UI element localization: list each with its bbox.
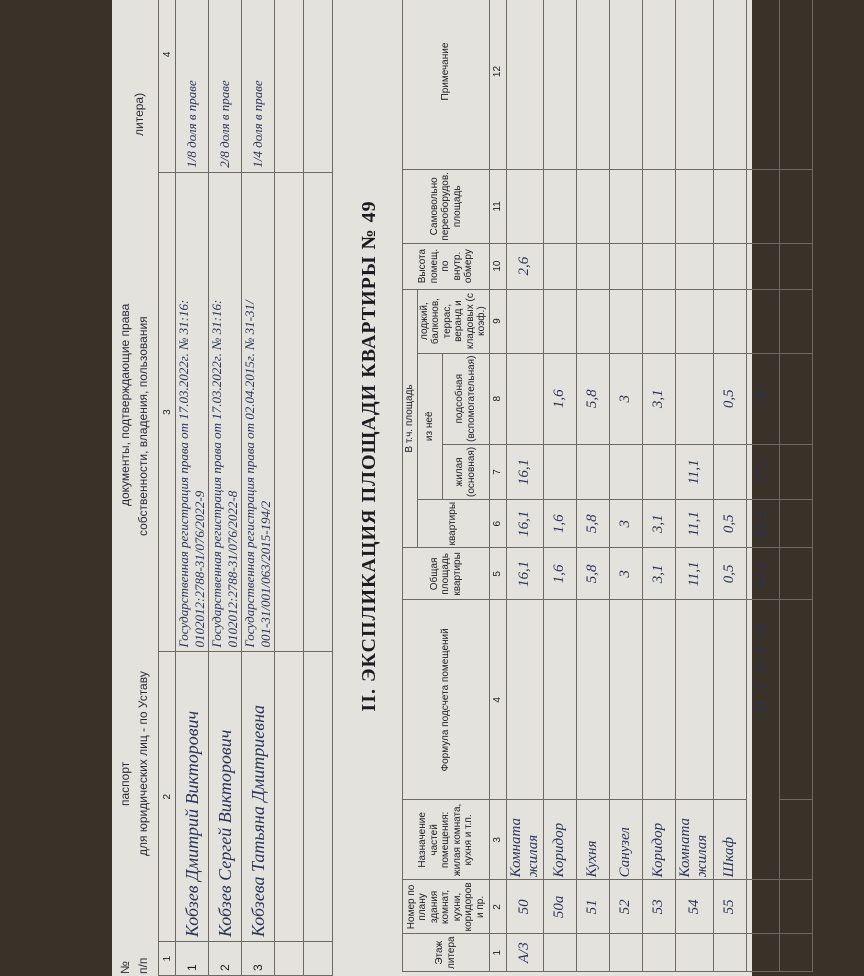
col-number: 1 (489, 934, 506, 972)
col-number: 7 (489, 444, 506, 499)
cell-note (713, 0, 746, 170)
col-number: 12 (489, 0, 506, 170)
cell-living (643, 444, 676, 499)
header-legal-label: для юридических лиц - по Уставу (136, 671, 150, 856)
cell-total: 3 (610, 548, 643, 600)
cell-self-built (577, 170, 610, 244)
cell-plan-no: 53 (643, 880, 676, 934)
cell-total: 11,1 (676, 548, 714, 600)
owner-empty-row (275, 0, 304, 976)
header-docs-label: документы, подтверждающие права (118, 303, 132, 506)
header-plan-no: Номер по плану здания комнат, кухни, коридоров и пр. (403, 880, 490, 934)
owner-doc-line2: 0102012:2788-31/076/2022-8 (225, 490, 240, 648)
owner-doc-line1: Государственная регистрация права от 17.03.2022г. № 31:16: (209, 299, 224, 648)
cell-note (610, 0, 643, 170)
col-number: 3 (159, 172, 176, 652)
header-formula: Формула подсчета помещений (403, 600, 490, 800)
header-loggia: лоджий, балконов, террас, веранд и кладовых (с коэф.) (417, 289, 489, 353)
owner-share: 1/8 доля в праве (176, 0, 209, 172)
col-number: 10 (489, 243, 506, 289)
cell-auxiliary: 3 (610, 353, 643, 444)
owner-doc-line1: Государственная регистрация права от 17.03.2022г. № 31:16: (176, 299, 191, 648)
table-row (713, 0, 746, 972)
cell-total: 16,1 (506, 548, 544, 600)
col-number: 5 (489, 548, 506, 600)
cell-formula (676, 600, 714, 800)
cell-loggia (676, 289, 714, 353)
cell-formula (713, 600, 746, 800)
cell-floor (643, 934, 676, 972)
cell-note (506, 0, 544, 170)
cell-total: 1,6 (544, 548, 577, 600)
header-ownership-label: собственности, владения, пользования (136, 316, 150, 536)
header-apartment: квартиры (417, 499, 489, 547)
cell-formula (506, 600, 544, 800)
cell-loggia (643, 289, 676, 353)
owner-share: 1/4 доля в праве (242, 0, 275, 172)
ownership-section (112, 0, 340, 976)
cell-floor (544, 934, 577, 972)
cell-plan-no: 54 (676, 880, 714, 934)
header-purpose: Назначение частей помещения: жилая комната, кухня и т.п. (403, 800, 490, 880)
cell-formula (577, 600, 610, 800)
table-row (643, 0, 676, 972)
cell-total: 3,1 (643, 548, 676, 600)
total-auxiliary: 14 (746, 353, 779, 444)
cell-purpose: Комната жилая (506, 800, 544, 880)
header-pp-label: п/п (136, 957, 150, 974)
cell-auxiliary: 0,5 (713, 353, 746, 444)
cell-note (577, 0, 610, 170)
header-litera-label: литера) (132, 92, 146, 136)
explication-title: II. ЭКСПЛИКАЦИЯ ПЛОЩАДИ КВАРТИРЫ № 49 (358, 200, 380, 712)
header-of-which: из неё (417, 353, 443, 499)
header-passport-label: паспорт (118, 761, 132, 806)
owner-empty-row (304, 0, 333, 976)
col-number: 3 (489, 800, 506, 880)
cell-apartment: 11,1 (676, 499, 714, 547)
cell-height (676, 243, 714, 289)
cell-floor (676, 934, 714, 972)
cell-self-built (610, 170, 643, 244)
cell-living: 16,1 (506, 444, 544, 499)
owner-doc (242, 172, 275, 652)
header-num-label: № (118, 961, 132, 974)
cell-purpose: Коридор (643, 800, 676, 880)
owner-doc-line2: 0102012:2788-31/076/2022-9 (192, 490, 207, 648)
owner-num: 2 (209, 942, 242, 976)
owner-doc-line1: Государственная регистрация права от 02.04.2015г. № 31-31/ (242, 300, 257, 648)
owner-num: 3 (242, 942, 275, 976)
cell-living (544, 444, 577, 499)
table-row (577, 0, 610, 972)
cell-loggia (610, 289, 643, 353)
cell-living: 11,1 (676, 444, 714, 499)
cell-plan-no: 50 (506, 880, 544, 934)
ownership-col-numbers (159, 0, 176, 976)
table-row (544, 0, 577, 972)
header-living: жилая (основная) (443, 444, 489, 499)
header-total-area: Общая площадь квартиры (403, 548, 490, 600)
cell-living (577, 444, 610, 499)
header-floor: Этаж литера (403, 934, 490, 972)
table-row (676, 0, 714, 972)
cell-height (643, 243, 676, 289)
owner-doc (209, 172, 242, 652)
owner-num: 1 (176, 942, 209, 976)
table-row (506, 0, 544, 972)
cell-purpose: Коридор (544, 800, 577, 880)
total-row (746, 0, 779, 972)
cell-self-built (676, 170, 714, 244)
cell-plan-no: 50а (544, 880, 577, 934)
cell-note (643, 0, 676, 170)
total-apartment: 41,2 (746, 499, 779, 547)
table-row (610, 0, 643, 972)
cell-floor: А/3 (506, 934, 544, 972)
cell-living (713, 444, 746, 499)
owner-row (176, 0, 209, 976)
ownership-table (158, 0, 333, 976)
cell-apartment: 16,1 (506, 499, 544, 547)
owner-doc-line2: 001-31/001/063/2015-194/2 (258, 500, 273, 648)
cell-formula (643, 600, 676, 800)
col-number: 2 (159, 652, 176, 942)
col-number: 8 (489, 353, 506, 444)
cell-auxiliary (506, 353, 544, 444)
col-number: 9 (489, 289, 506, 353)
cell-note (676, 0, 714, 170)
cell-self-built (643, 170, 676, 244)
cell-height (544, 243, 577, 289)
owner-name: Кобзева Татьяна Дмитриевна (242, 652, 275, 942)
explication-header-row (403, 0, 418, 972)
col-number: 4 (159, 0, 176, 172)
owner-name: Кобзев Дмитрий Викторович (176, 652, 209, 942)
cell-auxiliary: 5,8 (577, 353, 610, 444)
cell-formula (544, 600, 577, 800)
cell-height: 2,6 (506, 243, 544, 289)
owner-row (242, 0, 275, 976)
cell-apartment: 5,8 (577, 499, 610, 547)
cell-height (713, 243, 746, 289)
cell-apartment: 0,5 (713, 499, 746, 547)
cell-plan-no: 55 (713, 880, 746, 934)
cell-auxiliary: 1,6 (544, 353, 577, 444)
header-note: Примечание (403, 0, 490, 170)
cell-apartment: 3 (610, 499, 643, 547)
cell-auxiliary: 3,1 (643, 353, 676, 444)
cell-plan-no: 52 (610, 880, 643, 934)
total-living: 27,2 (746, 444, 779, 499)
owner-doc (176, 172, 209, 652)
col-number: 2 (489, 880, 506, 934)
cell-loggia (544, 289, 577, 353)
cell-total: 5,8 (577, 548, 610, 600)
cell-loggia (506, 289, 544, 353)
cell-purpose: Санузел (610, 800, 643, 880)
cell-auxiliary (676, 353, 714, 444)
owner-share: 2/8 доля в праве (209, 0, 242, 172)
header-self-built: Самовольно переоборудов. площадь (403, 170, 490, 244)
owner-row (209, 0, 242, 976)
col-number: 1 (159, 942, 176, 976)
cell-formula (610, 600, 643, 800)
cell-height (577, 243, 610, 289)
cell-floor (610, 934, 643, 972)
cell-apartment: 1,6 (544, 499, 577, 547)
explication-table (402, 0, 813, 972)
header-incl-area: В т.ч. площадь (403, 289, 418, 548)
cell-floor (713, 934, 746, 972)
header-auxiliary: подсобная (вспомогательная) (443, 353, 489, 444)
header-height: Высота помещ. по внутр. обмеру (403, 243, 490, 289)
cell-floor (577, 934, 610, 972)
cell-note (544, 0, 577, 170)
cell-purpose: Шкаф (713, 800, 746, 880)
explication-col-numbers (489, 0, 506, 972)
cell-self-built (544, 170, 577, 244)
col-number: 6 (489, 499, 506, 547)
total-label: И Т О Г О (746, 600, 779, 880)
cell-purpose: Комната жилая (676, 800, 714, 880)
cell-plan-no: 51 (577, 880, 610, 934)
cell-self-built (713, 170, 746, 244)
owner-name: Кобзев Сергей Викторович (209, 652, 242, 942)
rotated-document-sheet (112, 0, 770, 976)
cell-total: 0,5 (713, 548, 746, 600)
cell-apartment: 3,1 (643, 499, 676, 547)
cell-living (610, 444, 643, 499)
cell-height (610, 243, 643, 289)
col-number: 11 (489, 170, 506, 244)
empty-row (779, 0, 812, 972)
cell-loggia (577, 289, 610, 353)
total-area: 41,2 (746, 548, 779, 600)
cell-purpose: Кухня (577, 800, 610, 880)
col-number: 4 (489, 600, 506, 800)
cell-loggia (713, 289, 746, 353)
cell-self-built (506, 170, 544, 244)
